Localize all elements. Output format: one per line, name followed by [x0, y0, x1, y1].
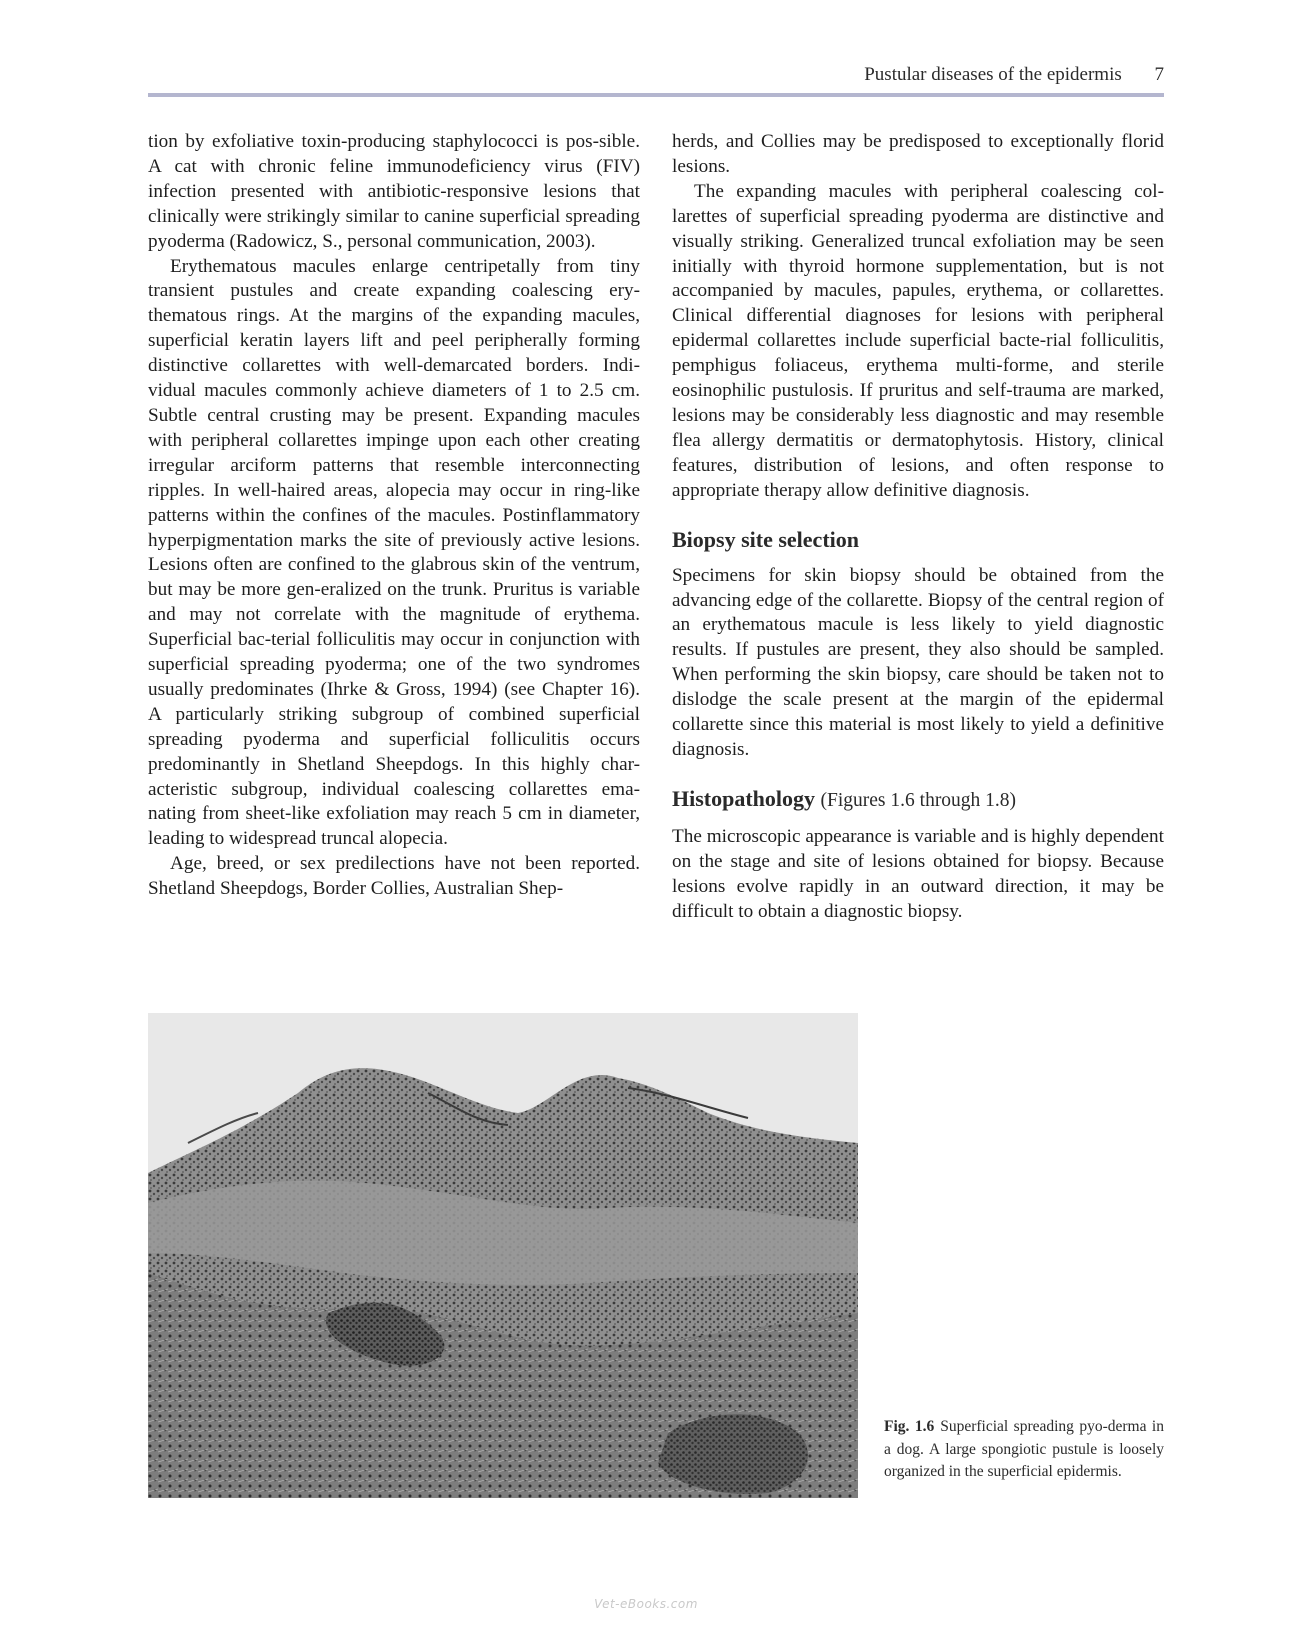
left-column [148, 130, 640, 902]
figure-caption [884, 1416, 1164, 1484]
running-title: Pustular diseases of the epidermis [864, 64, 1122, 85]
section-heading-biopsy-text: Biopsy site selection [672, 526, 859, 552]
figure-caption-text: Superficial spreading pyo-derma in a dog. A large spongiotic pustule is loosely organized in the superficial epidermis. [884, 1418, 1164, 1480]
figure-label: Fig. 1.6 [884, 1418, 935, 1435]
histopathology-paragraph: The microscopic appearance is variable and is highly dependent on the stage and site of lesions obtained for biopsy. Because lesions evolve rapidly in an outward direction, it may be difficult to obtain a diagnostic biopsy. [672, 825, 1164, 922]
left-paragraph-2: Erythematous macules enlarge centripetally from tiny transient pustules and create expanding coalescing ery-thematous rings. At the margins of the expanding macules, superficial keratin layers lift and peel peripherally forming distinctive collarettes with well-demarcated borders. Indi-vidual macules commonly achieve diameters of 1 to 2.5 cm. Subtle central crusting may be present. Expanding macules with peripheral collarettes impinge upon each other creating irregular arciform patterns that resemble interconnecting ripples. In well-haired areas, alopecia may occur in ring-like patterns within the confines of the macules. Postinflammatory hyperpigmentation marks the site of previously active lesions. Lesions often are confined to the glabrous skin of the ventrum, but may be more gen-eralized on the trunk. Pruritus is variable and may not correlate with the magnitude of erythema. Superficial bac-terial folliculitis may occur in conjunction with superficial spreading pyoderma; one of the two syndromes usually predominates (Ihrke & Gross, 1994) (see Chapter 16). A particularly striking subgroup of combined superficial spreading pyoderma and superficial folliculitis occurs predominantly in Shetland Sheepdogs. In this highly char-acteristic subgroup, individual coalescing collarettes ema-nating from sheet-like exfoliation may reach 5 cm in diameter, leading to widespread truncal alopecia. [148, 255, 640, 850]
biopsy-paragraph: Specimens for skin biopsy should be obtained from the advancing edge of the collarette. Biopsy of the central region of an erythematous macule is less likely to yield diagnostic results. If pustules are present, they also should be sampled. When performing the skin biopsy, care should be taken not to dislodge the scale present at the margin of the epidermal collarette since this material is most likely to yield a definitive diagnosis. [672, 564, 1164, 760]
left-paragraph-3: Age, breed, or sex predilections have not been reported. Shetland Sheepdogs, Border Collies, Australian Shep- [148, 853, 640, 900]
header-rule [148, 93, 1164, 97]
left-paragraph-1: tion by exfoliative toxin-producing staphylococci is pos-sible. A cat with chronic feline immunodeficiency virus (FIV) infection presented with antibiotic-responsive lesions that clinically were strikingly similar to canine superficial spreading pyoderma (Radowicz, S., personal communication, 2003). [148, 131, 640, 252]
right-column [672, 130, 1164, 924]
section-heading-biopsy [672, 526, 1164, 554]
section-heading-histopathology-text: Histopathology [672, 785, 816, 811]
page-number: 7 [1154, 64, 1164, 85]
section-heading-histopathology [672, 785, 1164, 815]
right-paragraph-2: The expanding macules with peripheral coalescing col-larettes of superficial spreading pyoderma are distinctive and visually striking. Generalized truncal exfoliation may be seen initially with thyroid hormone supplementation, but is not accompanied by macules, papules, erythema, or collarettes. Clinical differential diagnoses for lesions with peripheral epidermal collarettes include superficial bacte-rial folliculitis, pemphigus foliaceus, erythema multi-forme, and sterile eosinophilic pustulosis. If pruritus and self-trauma are marked, lesions may be considerably less diagnostic and may resemble flea allergy dermatitis or dermatophytosis. History, clinical features, distribution of lesions, and often response to appropriate therapy allow definitive diagnosis. [672, 180, 1164, 501]
running-head [148, 64, 1164, 86]
section-heading-figure-ref: (Figures 1.6 through 1.8) [820, 789, 1017, 811]
right-paragraph-1: herds, and Collies may be predisposed to exceptionally florid lesions. [672, 131, 1164, 177]
micrograph-image [148, 1013, 858, 1498]
histology-micrograph [148, 1013, 858, 1498]
watermark: Vet-eBooks.com [594, 1597, 698, 1611]
